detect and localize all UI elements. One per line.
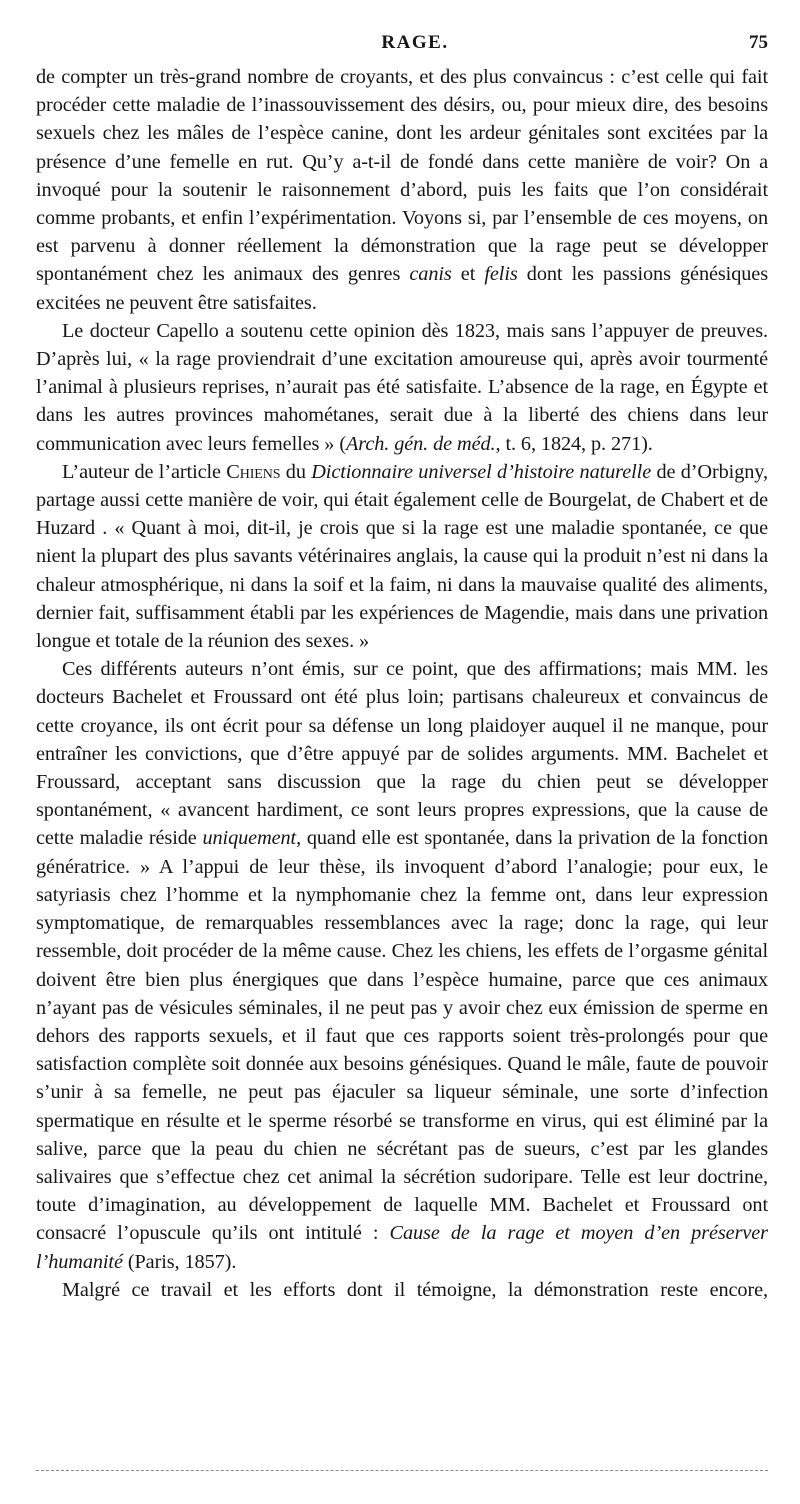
text-segment: dont les passions génésiques excitées ne peuvent être satisfaites. — [36, 263, 768, 314]
text-segment: (Paris, 1857). — [122, 1250, 237, 1273]
paragraph-4 — [36, 655, 768, 1275]
text-segment: , t. 6, 1824, p. 271). — [495, 432, 653, 455]
text-segment: Ces différents auteurs n’ont émis, sur ce point, que des affirmations; mais MM. les docteurs Bachelet et Froussard ont été plus loin; partisans chaleureux et convaincus de cette croyance, ils ont écrit pour sa défense un long plaidoyer auquel il ne manque, pour entraîner les convictions, que d’être appuyé par de solides arguments. MM. Bachelet et Froussard, acceptant sans discussion que la rage du chien peut se développer spontanément, « avancent hardiment, ce sont leurs propres expressions, que la cause de cette maladie réside — [36, 658, 768, 850]
text-segment: Malgré ce travail et les efforts dont il témoigne, la démonstration reste encore, — [62, 1278, 768, 1301]
page-header — [36, 32, 768, 58]
text-segment: du — [280, 460, 312, 483]
citation-italic: Arch. gén. de méd. — [345, 432, 496, 455]
page-number: 75 — [749, 32, 768, 53]
footer-dotted-rule — [36, 1470, 768, 1471]
dictionary-title-italic: Dictionnaire universel d’histoire naturelle — [311, 460, 652, 483]
paragraph-2 — [36, 317, 768, 458]
text-segment: de compter un très-grand nombre de croyants, et des plus convaincus : c’est celle qui fait procéder cette maladie de l’inassouvissement des désirs, ou, pour mieux dire, des besoins sexuels chez les mâles de l’espèce canine, dont les ardeur génitales sont excitées par la présence d’une femelle en rut. Qu’y a-t-il de fondé dans cette manière de voir? On a invoqué pour la soutenir le raisonnement d’abord, puis les faits que l’on considérait comme probants, et enfin l’expérimentation. Voyons si, par l’ensemble de ces moyens, on est parvenu à donner réellement la démonstration que la rage peut se développer spontanément chez les animaux des genres — [36, 66, 768, 286]
text-segment: de d’Orbigny, partage aussi cette manière de voir, qui était également celle de Bourgelat, de Chabert et de Huzard . « Quant à moi, dit-il, je crois que si la rage est une maladie spontanée, ce que nient la plupart des plus savants vétérinaires anglais, la cause qui la produit n’est ni dans la chaleur atmosphérique, ni dans la soif et la faim, ni dans la mauvaise qualité des aliments, dernier fait, suffisamment établi par les expériences de Magendie, mais dans une privation longue et totale de la réunion des sexes. » — [36, 460, 768, 653]
running-title: RAGE. — [381, 32, 449, 53]
smallcaps-article-name: Chiens — [226, 460, 281, 483]
text-segment: et — [451, 263, 485, 286]
italic-term-felis: felis — [484, 263, 518, 286]
italic-term-canis: canis — [409, 263, 452, 286]
text-segment: Le docteur Capello a soutenu cette opinion dès 1823, mais sans l’appuyer de preuves. D’après lui, « la rage proviendrait d’une excitation amoureuse qui, après avoir tourmenté l’animal à plusieurs reprises, n’aurait pas été satisfaite. L’absence de la rage, en Égypte et dans les autres provinces mahométanes, serait due à la liberté des chiens dans leur communication avec leurs femelles » ( — [36, 319, 768, 455]
paragraph-5 — [36, 1276, 768, 1304]
paragraph-3 — [36, 458, 768, 655]
paragraph-1 — [36, 63, 768, 317]
body-text — [36, 63, 768, 1304]
text-segment: , quand elle est spontanée, dans la privation de la fonction génératrice. » A l’appui de leur thèse, ils invoquent d’abord l’analogie; pour eux, le satyriasis chez l’homme et la nymphomanie chez la femme ont, dans leur expression symptomatique, de remarquables ressemblances avec la rage; donc la rage, qui leur ressemble, doit procéder de la même cause. Chez les chiens, les effets de l’orgasme génital doivent être bien plus énergiques que dans l’espèce humaine, parce que ces animaux n’ayant pas de vésicules séminales, il ne peut pas y avoir chez eux émission de sperme en dehors des rapports sexuels, et il faut que ces rapports soient très-prolongés pour que satisfaction complète soit donnée aux besoins génésiques. Quand le mâle, faute de pouvoir s’unir à sa femelle, ne peut pas éjaculer sa liqueur séminale, une sorte d’infection spermatique en résulte et le sperme résorbé se transforme en virus, qui est éliminé par la salive, parce que la peau du chien ne sécrétant pas de sueurs, c’est par les glandes salivaires que s’effectue chez cet animal la sécrétion sudoripare. Telle est leur doctrine, toute d’imagination, au développement de laquelle MM. Bachelet et Froussard ont consacré l’opuscule qu’ils ont intitulé : — [36, 827, 768, 1245]
text-segment: L’auteur de l’article — [62, 460, 227, 483]
italic-word-uniquement: uniquement — [202, 827, 297, 850]
book-title-italic: Cause de la rage et moyen d’en préserver l’humanité — [36, 1222, 768, 1273]
